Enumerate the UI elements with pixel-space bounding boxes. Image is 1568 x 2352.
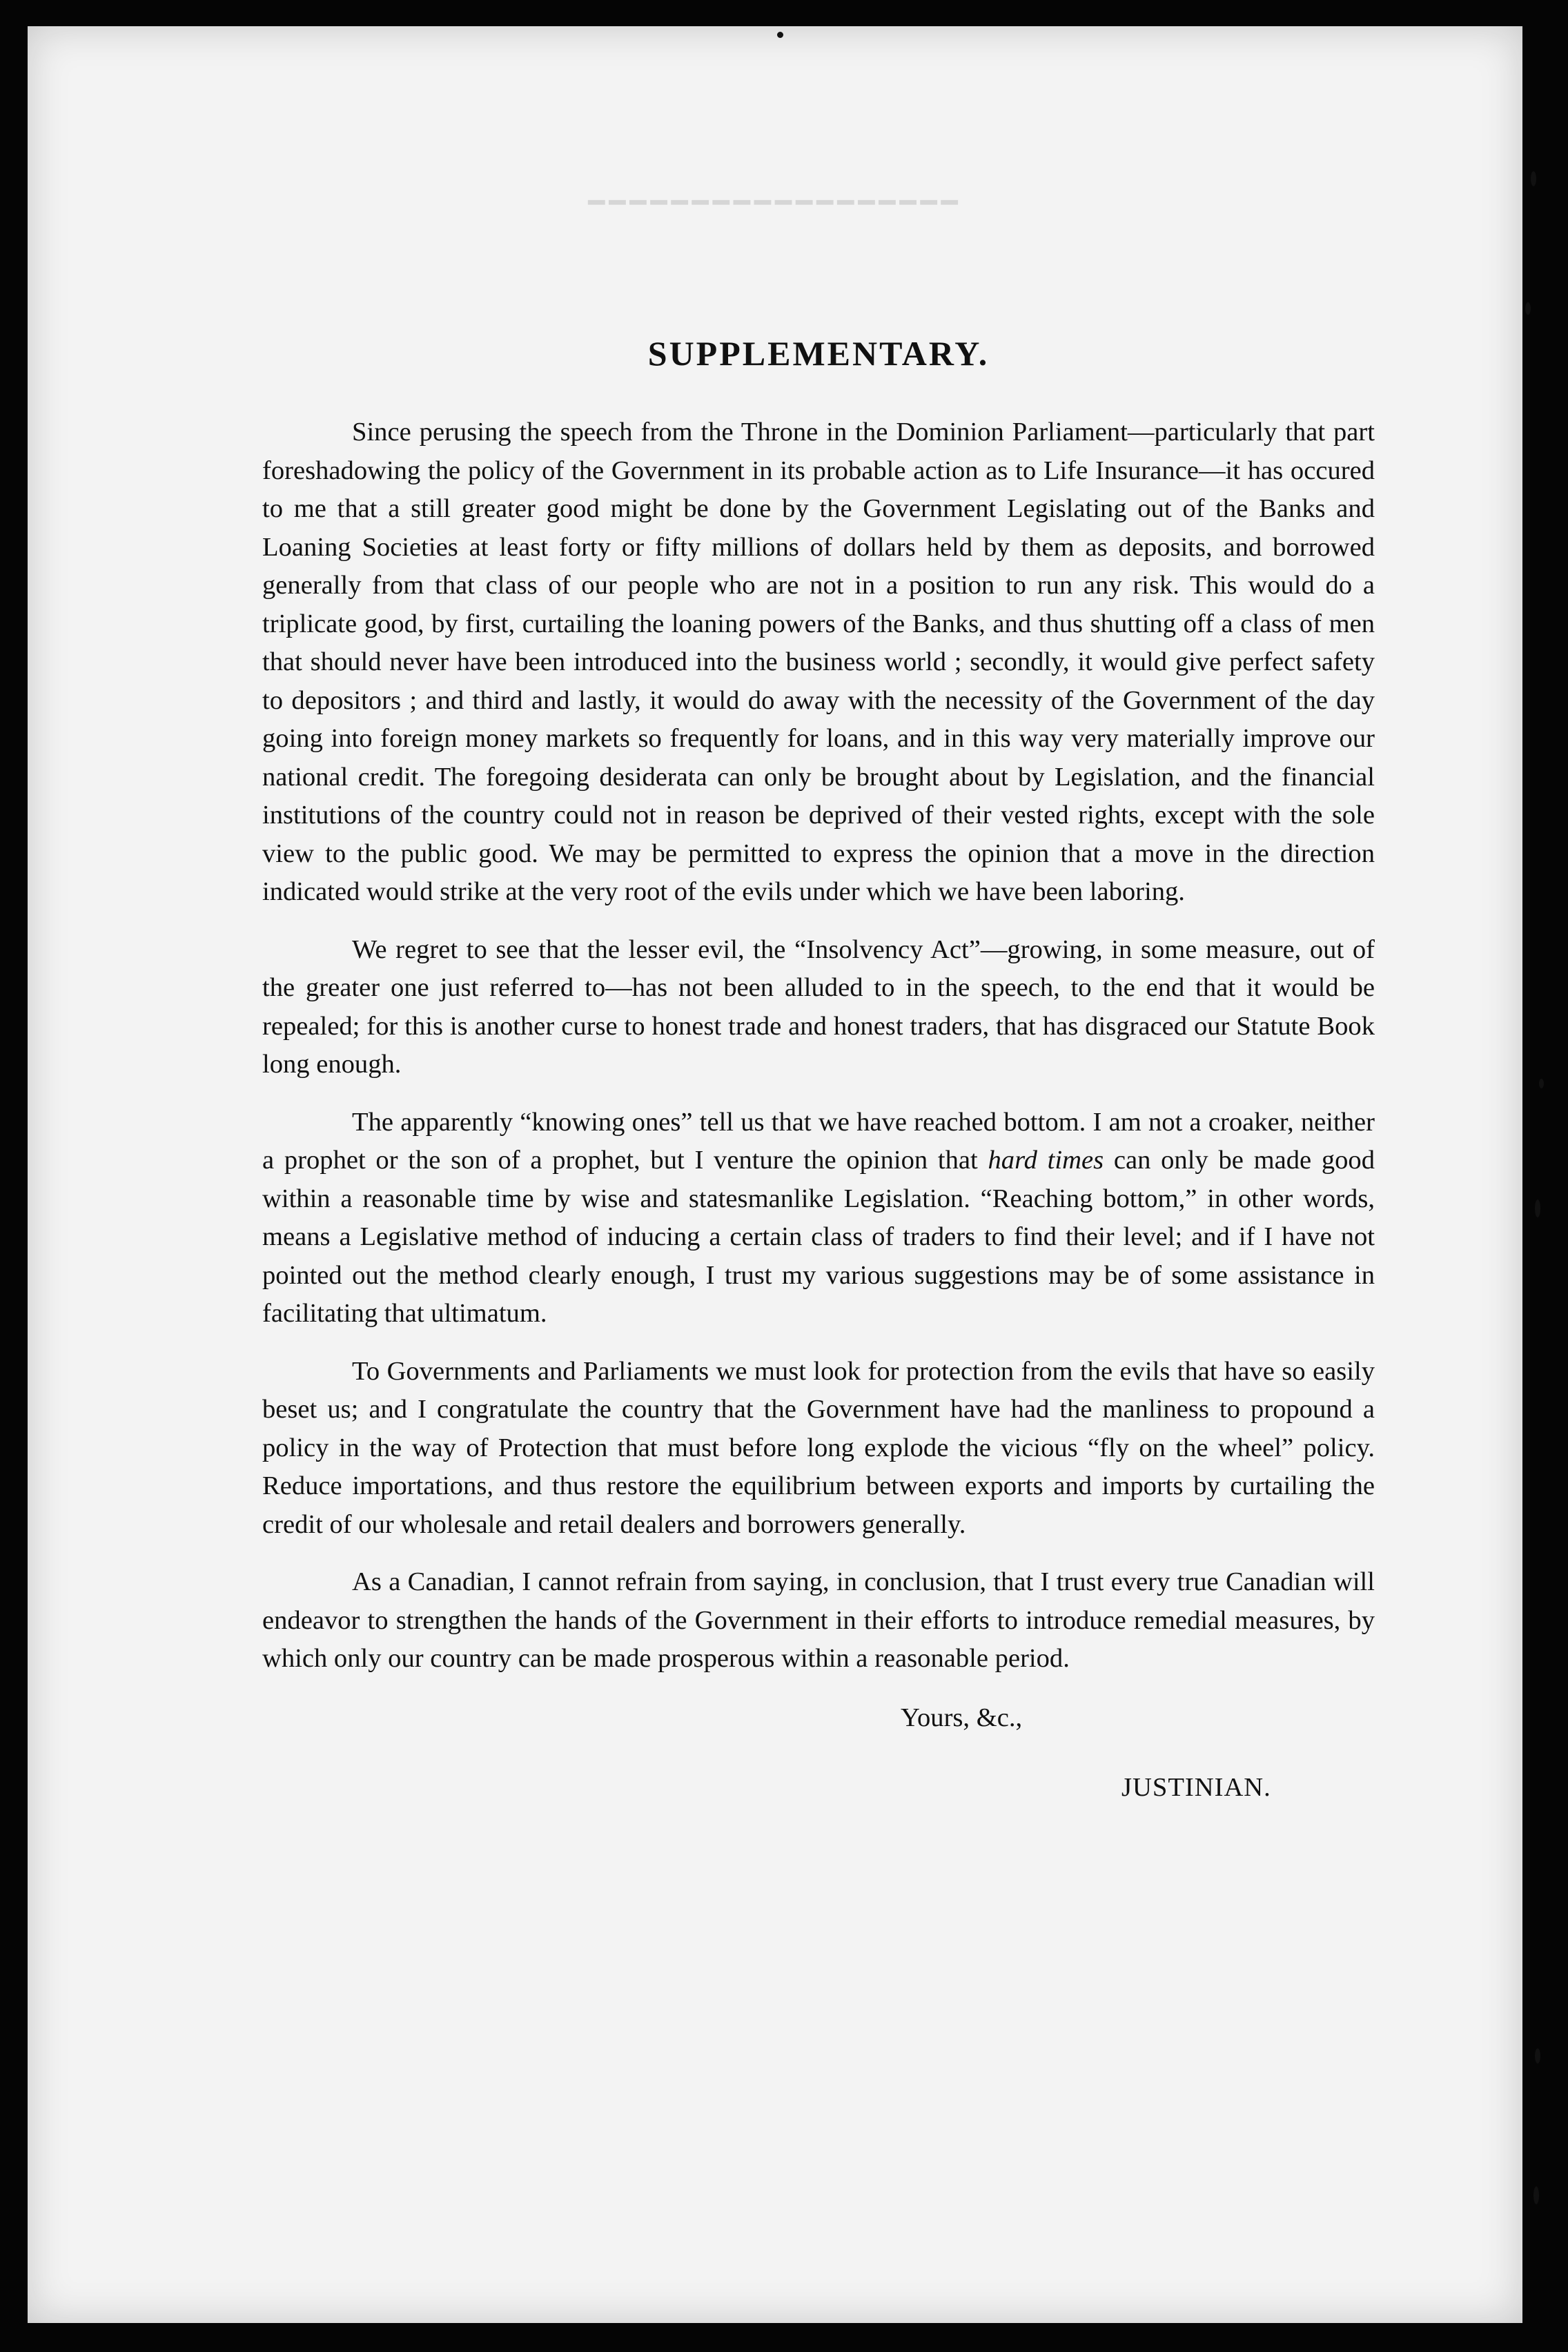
paragraph-3 bbox=[262, 1104, 1375, 1333]
paragraph-4: To Governments and Parliaments we must look for protection from the evils that have so easily beset us; and I congratulate the country that the Government have had the manliness to propound a policy in the way of Protection that must before long explode the vicious “fly on the wheel” policy. Reduce importations, and thus restore the equilibrium between exports and imports by curtailing the credit of our wholesale and retail dealers and borrowers generally. bbox=[262, 1356, 1375, 1539]
paragraph-5: As a Canadian, I cannot refrain from saying, in conclusion, that I trust every true Canadian will endeavor to strengthen the hands of the Government in their efforts to introduce remedial measures, by which only our country can be made prosperous within a reasonable period. bbox=[262, 1567, 1375, 1673]
bleed-through-header: ━━━━━━━━━━━━━━━━━━ bbox=[588, 187, 962, 218]
document-page bbox=[28, 26, 1522, 2323]
scan-speck bbox=[777, 32, 783, 38]
scan-speck bbox=[1531, 171, 1536, 186]
closing-salutation: Yours, &c., bbox=[901, 1703, 1023, 1732]
paragraph-3-start: The apparently “knowing ones” tell us that we have reached bottom. I am not a croaker, neither a prophet or the son of a prophet, but I venture the opinion that bbox=[262, 1107, 1375, 1175]
scan-speck bbox=[1533, 2186, 1539, 2204]
signature: JUSTINIAN. bbox=[1121, 1773, 1271, 1802]
paragraph-2: We regret to see that the lesser evil, the “Insolvency Act”—growing, in some measure, out of the greater one just referred to—has not been alluded to in the speech, to the end that it would be repealed; for this is another curse to honest trade and honest traders, that has disgraced our Statute Book long enough. bbox=[262, 934, 1375, 1079]
paragraph-3-emphasis: hard times bbox=[988, 1146, 1104, 1175]
document-title: SUPPLEMENTARY. bbox=[647, 334, 990, 373]
paragraph-1: Since perusing the speech from the Throne in the Dominion Parliament—particularly that part foreshadowing the policy of the Government in its probable action as to Life Insurance—it has occured to me that a still greater good might be done by the Government Legislating out of the Banks and Loaning Societies at least forty or fifty millions of dollars held by them as deposits, and borrowed generally from that class of our people who are not in a position to run any risk. This would do a triplicate good, by first, curtailing the loaning powers of the Banks, and thus shutting off a class of men that should never have been introduced into the business world ; secondly, it would give perfect safety to depositors ; and third and lastly, it would do away with the necessity of the Government of the day going into foreign money markets so frequently for loans, and in this way very materially improve our national credit. The foregoing desiderata can only be brought about by Legislation, and the financial institutions of the country could not in reason be deprived of their vested rights, except with the sole view to the public good. We may be permitted to express the opinion that a move in the direction indicated would strike at the very root of the evils under which we have been laboring. bbox=[262, 418, 1375, 906]
scan-speck bbox=[1539, 1079, 1544, 1088]
scan-speck bbox=[1535, 2048, 1540, 2064]
paragraph-3-end: can only be made good within a reasonable time by wise and statesmanlike Legislation. “Reaching bottom,” in other words, means a Legislative method of inducing a certain class of traders to find their level; and if I have not pointed out the method clearly enough, I trust my various suggestions may be of some assistance in facilitating that ultimatum. bbox=[262, 1146, 1375, 1328]
scan-speck bbox=[1535, 1199, 1540, 1217]
document-body bbox=[262, 333, 1375, 1807]
scan-speck bbox=[1525, 302, 1531, 315]
